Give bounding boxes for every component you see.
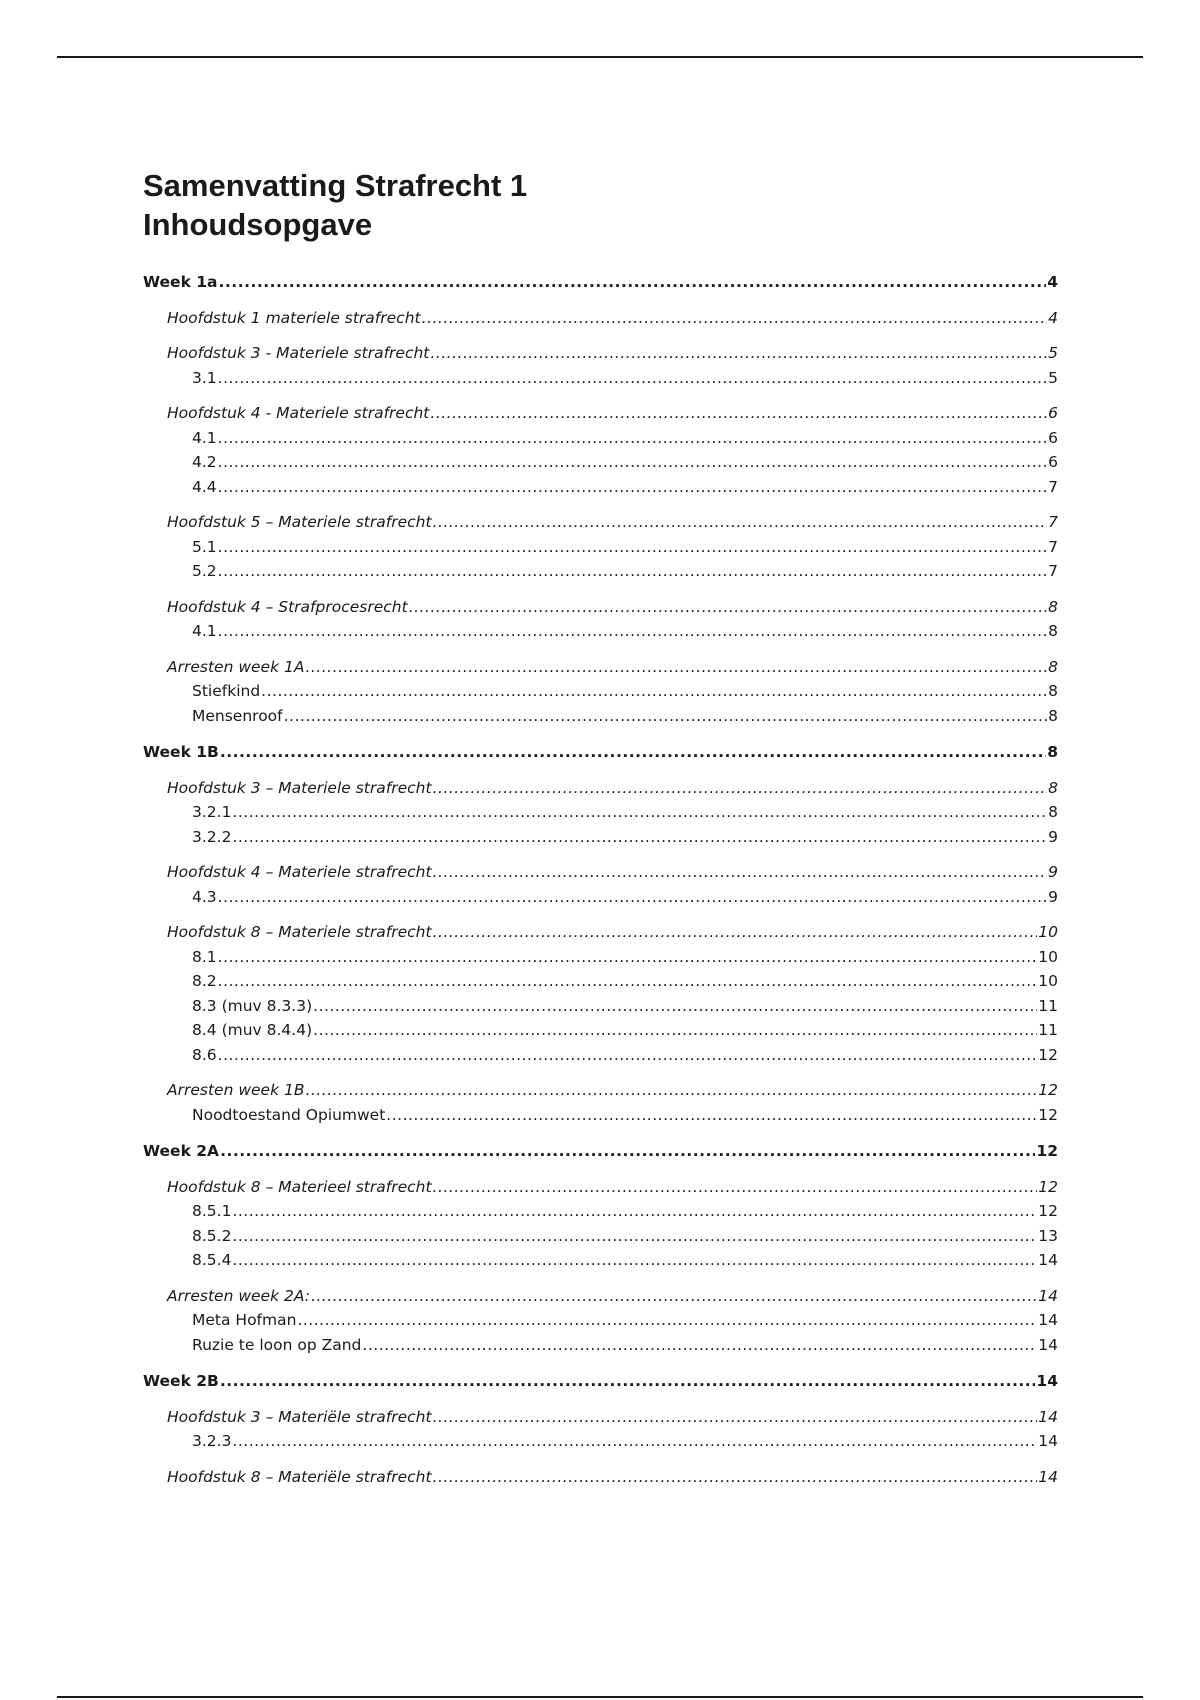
toc-dot-leader <box>313 1018 1037 1043</box>
title-line-2: Inhoudsopgave <box>143 207 373 242</box>
toc-entry-label: Hoofdstuk 3 – Materiele strafrecht <box>167 778 432 797</box>
toc-entry[interactable] <box>143 885 1058 910</box>
toc-dot-leader <box>297 1308 1037 1333</box>
toc-dot-leader <box>232 800 1047 825</box>
toc-entry[interactable] <box>143 341 1058 366</box>
toc-entry[interactable] <box>143 679 1058 704</box>
toc-dot-leader <box>218 450 1047 475</box>
toc-entry-page-number: 9 <box>1048 863 1058 881</box>
toc-entry[interactable] <box>143 945 1058 970</box>
toc-entry-label: Hoofdstuk 4 - Materiele strafrecht <box>167 404 430 422</box>
toc-dot-leader <box>409 595 1047 620</box>
toc-entry-page-number: 6 <box>1048 453 1058 471</box>
toc-dot-leader <box>305 1078 1037 1103</box>
toc-entry[interactable] <box>143 535 1058 560</box>
toc-entry-page-number: 12 <box>1038 1081 1058 1099</box>
toc-entry-page-number: 14 <box>1038 1407 1058 1426</box>
toc-entry-label: Hoofdstuk 4 – Strafprocesrecht <box>167 597 408 616</box>
toc-entry-label: Hoofdstuk 1 materiele strafrecht <box>167 308 421 327</box>
toc-entry[interactable] <box>143 1043 1058 1068</box>
toc-dot-leader <box>433 1465 1038 1490</box>
toc-entry-page-number: 12 <box>1038 1045 1058 1064</box>
toc-entry[interactable] <box>143 1175 1058 1200</box>
toc-entry-label: 4.3 <box>192 887 217 906</box>
toc-entry[interactable] <box>143 1465 1058 1490</box>
toc-entry[interactable] <box>143 450 1058 475</box>
toc-entry-page-number: 12 <box>1038 1177 1058 1196</box>
toc-dot-leader <box>232 825 1047 850</box>
toc-dot-leader <box>218 619 1047 644</box>
toc-entry[interactable] <box>143 306 1058 331</box>
footer-rule <box>57 1696 1143 1698</box>
toc-dot-leader <box>219 270 1047 295</box>
toc-dot-leader <box>430 401 1047 426</box>
toc-dot-leader <box>220 740 1046 765</box>
toc-dot-leader <box>433 1405 1038 1430</box>
toc-entry-page-number: 14 <box>1038 1467 1058 1486</box>
toc-dot-leader <box>232 1429 1037 1454</box>
toc-entry-label: Mensenroof <box>192 706 283 725</box>
toc-entry-label: Hoofdstuk 8 – Materiele strafrecht <box>167 923 432 941</box>
toc-entry-page-number: 9 <box>1048 827 1058 846</box>
toc-dot-leader <box>433 510 1048 535</box>
toc-dot-leader <box>218 475 1047 500</box>
toc-entry[interactable] <box>143 860 1058 885</box>
toc-entry-label: 8.5.4 <box>192 1251 232 1269</box>
toc-entry-page-number: 14 <box>1038 1251 1058 1269</box>
toc-entry[interactable] <box>143 704 1058 729</box>
toc-entry-page-number: 14 <box>1036 1372 1058 1390</box>
toc-entry-page-number: 8 <box>1048 657 1058 676</box>
toc-dot-leader <box>422 306 1048 331</box>
toc-entry-page-number: 9 <box>1048 887 1058 906</box>
document-body <box>143 166 1058 1489</box>
toc-entry-label: Arresten week 2A: <box>167 1286 310 1305</box>
title-line-1: Samenvatting Strafrecht 1 <box>143 168 528 203</box>
toc-entry[interactable] <box>143 426 1058 451</box>
toc-dot-leader <box>430 341 1047 366</box>
toc-entry-label: Hoofdstuk 8 – Materieel strafrecht <box>167 1177 432 1196</box>
toc-dot-leader <box>433 860 1048 885</box>
toc-entry-label: Hoofdstuk 4 – Materiele strafrecht <box>167 863 432 881</box>
toc-entry-label: 3.1 <box>192 368 217 387</box>
toc-entry-page-number: 8 <box>1048 778 1058 797</box>
toc-dot-leader <box>232 1199 1037 1224</box>
toc-entry[interactable] <box>143 270 1058 295</box>
toc-entry-page-number: 7 <box>1048 513 1058 531</box>
table-of-contents <box>143 270 1058 1489</box>
toc-entry-page-number: 8 <box>1048 682 1058 700</box>
toc-entry-page-number: 14 <box>1038 1286 1058 1305</box>
toc-entry-page-number: 10 <box>1038 972 1058 990</box>
document-title <box>143 166 1058 244</box>
toc-dot-leader <box>433 776 1048 801</box>
toc-entry-label: Week 1a <box>143 273 218 291</box>
toc-entry-label: 4.4 <box>192 477 217 496</box>
toc-dot-leader <box>362 1333 1037 1358</box>
toc-entry-page-number: 10 <box>1038 947 1058 966</box>
toc-dot-leader <box>218 535 1047 560</box>
toc-dot-leader <box>311 1284 1037 1309</box>
toc-dot-leader <box>218 559 1047 584</box>
toc-entry[interactable] <box>143 1018 1058 1043</box>
toc-entry-label: Hoofdstuk 3 – Materiële strafrecht <box>167 1407 432 1426</box>
toc-dot-leader <box>284 704 1048 729</box>
toc-entry-label: Noodtoestand Opiumwet <box>192 1105 386 1124</box>
toc-entry[interactable] <box>143 1103 1058 1128</box>
toc-dot-leader <box>220 1139 1035 1164</box>
toc-entry[interactable] <box>143 1405 1058 1430</box>
toc-entry[interactable] <box>143 1199 1058 1224</box>
toc-entry-label: Week 2A <box>143 1142 220 1160</box>
toc-entry-page-number: 4 <box>1047 273 1058 291</box>
toc-dot-leader <box>220 1369 1036 1394</box>
toc-entry[interactable] <box>143 800 1058 825</box>
toc-entry[interactable] <box>143 366 1058 391</box>
toc-entry-page-number: 7 <box>1048 537 1058 556</box>
toc-entry-label: Ruzie te loon op Zand <box>192 1335 362 1354</box>
toc-entry[interactable] <box>143 776 1058 801</box>
toc-dot-leader <box>232 1248 1037 1273</box>
toc-entry-page-number: 12 <box>1038 1105 1058 1124</box>
toc-entry[interactable] <box>143 969 1058 994</box>
toc-dot-leader <box>433 1175 1038 1200</box>
toc-entry-page-number: 12 <box>1036 1142 1058 1160</box>
toc-entry-label: 8.1 <box>192 947 217 966</box>
toc-entry-label: Meta Hofman <box>192 1311 297 1329</box>
toc-dot-leader <box>305 655 1047 680</box>
toc-entry-label: Hoofdstuk 3 - Materiele strafrecht <box>167 344 430 362</box>
toc-entry[interactable] <box>143 1078 1058 1103</box>
toc-entry[interactable] <box>143 1429 1058 1454</box>
toc-entry-label: 3.2.1 <box>192 803 232 821</box>
toc-entry-label: Arresten week 1A <box>167 657 305 676</box>
toc-entry-label: 8.4 (muv 8.4.4) <box>192 1021 313 1039</box>
toc-entry-page-number: 8 <box>1048 803 1058 821</box>
toc-entry-page-number: 14 <box>1038 1432 1058 1450</box>
toc-entry-label: Hoofdstuk 5 – Materiele strafrecht <box>167 513 432 531</box>
toc-entry-page-number: 7 <box>1048 562 1058 580</box>
toc-entry-label: 8.6 <box>192 1045 217 1064</box>
toc-entry-label: Week 1B <box>143 743 219 761</box>
toc-dot-leader <box>218 945 1038 970</box>
toc-entry[interactable] <box>143 559 1058 584</box>
toc-entry[interactable] <box>143 595 1058 620</box>
toc-entry-label: 8.5.1 <box>192 1202 232 1220</box>
toc-entry-page-number: 8 <box>1048 706 1058 725</box>
toc-entry[interactable] <box>143 1369 1058 1394</box>
toc-entry-page-number: 5 <box>1048 368 1058 387</box>
toc-entry-page-number: 8 <box>1048 597 1058 616</box>
toc-entry-label: 8.3 (muv 8.3.3) <box>192 996 313 1015</box>
toc-dot-leader <box>218 426 1047 451</box>
toc-entry-page-number: 14 <box>1038 1335 1058 1354</box>
toc-entry-label: 8.5.2 <box>192 1226 232 1245</box>
toc-dot-leader <box>218 885 1047 910</box>
toc-entry-label: 3.2.3 <box>192 1432 232 1450</box>
toc-dot-leader <box>218 366 1047 391</box>
toc-entry-page-number: 6 <box>1048 428 1058 447</box>
toc-entry-page-number: 4 <box>1048 308 1058 327</box>
toc-entry[interactable] <box>143 1224 1058 1249</box>
toc-entry[interactable] <box>143 740 1058 765</box>
toc-dot-leader <box>218 1043 1038 1068</box>
toc-entry-page-number: 10 <box>1038 923 1058 941</box>
toc-entry-page-number: 13 <box>1038 1226 1058 1245</box>
toc-entry-page-number: 8 <box>1047 743 1058 761</box>
toc-entry-label: Week 2B <box>143 1372 219 1390</box>
toc-entry-page-number: 14 <box>1038 1311 1058 1329</box>
toc-entry-label: 8.2 <box>192 972 217 990</box>
toc-dot-leader <box>386 1103 1037 1128</box>
toc-entry[interactable] <box>143 1139 1058 1164</box>
toc-entry-page-number: 11 <box>1038 1021 1058 1039</box>
toc-entry[interactable] <box>143 1333 1058 1358</box>
toc-entry-label: 5.2 <box>192 562 217 580</box>
toc-entry[interactable] <box>143 1248 1058 1273</box>
toc-entry[interactable] <box>143 920 1058 945</box>
toc-dot-leader <box>232 1224 1037 1249</box>
toc-entry-label: Hoofdstuk 8 – Materiële strafrecht <box>167 1467 432 1486</box>
toc-entry-page-number: 6 <box>1048 404 1058 422</box>
toc-entry[interactable] <box>143 655 1058 680</box>
toc-entry[interactable] <box>143 475 1058 500</box>
toc-entry-page-number: 7 <box>1048 477 1058 496</box>
toc-entry-page-number: 8 <box>1048 622 1058 640</box>
toc-dot-leader <box>218 969 1038 994</box>
toc-entry-page-number: 12 <box>1038 1202 1058 1220</box>
toc-entry-label: 4.1 <box>192 622 217 640</box>
toc-entry-label: 4.2 <box>192 453 217 471</box>
toc-dot-leader <box>313 994 1037 1019</box>
toc-entry-page-number: 5 <box>1048 344 1058 362</box>
toc-entry[interactable] <box>143 401 1058 426</box>
toc-entry-label: 3.2.2 <box>192 827 232 846</box>
toc-entry[interactable] <box>143 994 1058 1019</box>
toc-entry-label: 5.1 <box>192 537 217 556</box>
toc-entry-page-number: 11 <box>1038 996 1058 1015</box>
toc-dot-leader <box>261 679 1047 704</box>
toc-entry[interactable] <box>143 619 1058 644</box>
toc-entry[interactable] <box>143 1284 1058 1309</box>
toc-entry[interactable] <box>143 825 1058 850</box>
toc-entry[interactable] <box>143 1308 1058 1333</box>
toc-entry-label: 4.1 <box>192 428 217 447</box>
toc-entry-label: Stiefkind <box>192 682 261 700</box>
toc-entry[interactable] <box>143 510 1058 535</box>
toc-entry-label: Arresten week 1B <box>167 1081 305 1099</box>
toc-dot-leader <box>433 920 1038 945</box>
header-rule <box>57 56 1143 58</box>
